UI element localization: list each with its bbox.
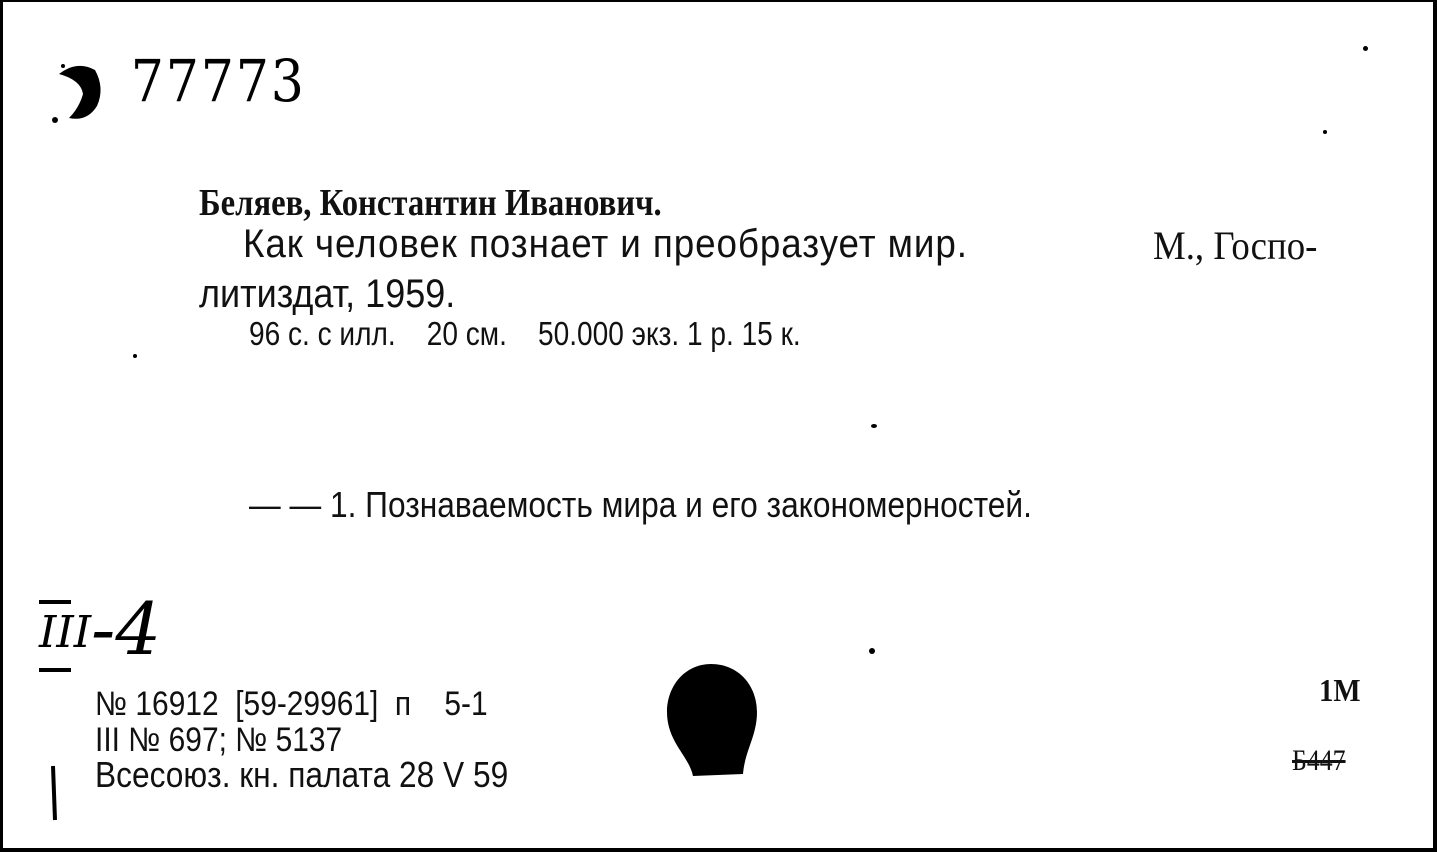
record-line-3: Всесоюз. кн. палата 28 V 59 bbox=[95, 754, 509, 795]
speck bbox=[1363, 46, 1368, 51]
title-line-2: литиздат, 1959. bbox=[199, 272, 456, 316]
speck bbox=[1323, 130, 1327, 134]
punched-hole bbox=[663, 662, 759, 778]
ink-blot-mark bbox=[51, 60, 107, 126]
classification-roman: III bbox=[39, 607, 92, 658]
speck bbox=[869, 648, 875, 654]
author-heading: Беляев, Константин Иванович. bbox=[199, 182, 662, 224]
physical-description: 96 с. с илл. 20 см. 50.000 экз. 1 р. 15 к. bbox=[249, 315, 801, 352]
record-line-1: № 16912 [59-29961] п 5-1 bbox=[95, 685, 488, 723]
subject-heading: — — 1. Познаваемость мира и его закономерностей. bbox=[249, 484, 1032, 525]
accession-number: 77773 bbox=[130, 47, 306, 115]
catalog-card bbox=[3, 2, 1433, 848]
record-line-2: III № 697; № 5137 bbox=[95, 721, 343, 759]
classification-number: -4 bbox=[91, 587, 162, 671]
code-right-top: 1М bbox=[1319, 672, 1361, 708]
title-line-1: Как человек познает и преобразует мир. bbox=[243, 222, 968, 266]
speck bbox=[133, 354, 137, 358]
code-right-bottom: Б447 bbox=[1292, 744, 1346, 777]
title-line-1-publisher: М., Госпо- bbox=[1153, 223, 1318, 268]
speck bbox=[871, 424, 877, 428]
